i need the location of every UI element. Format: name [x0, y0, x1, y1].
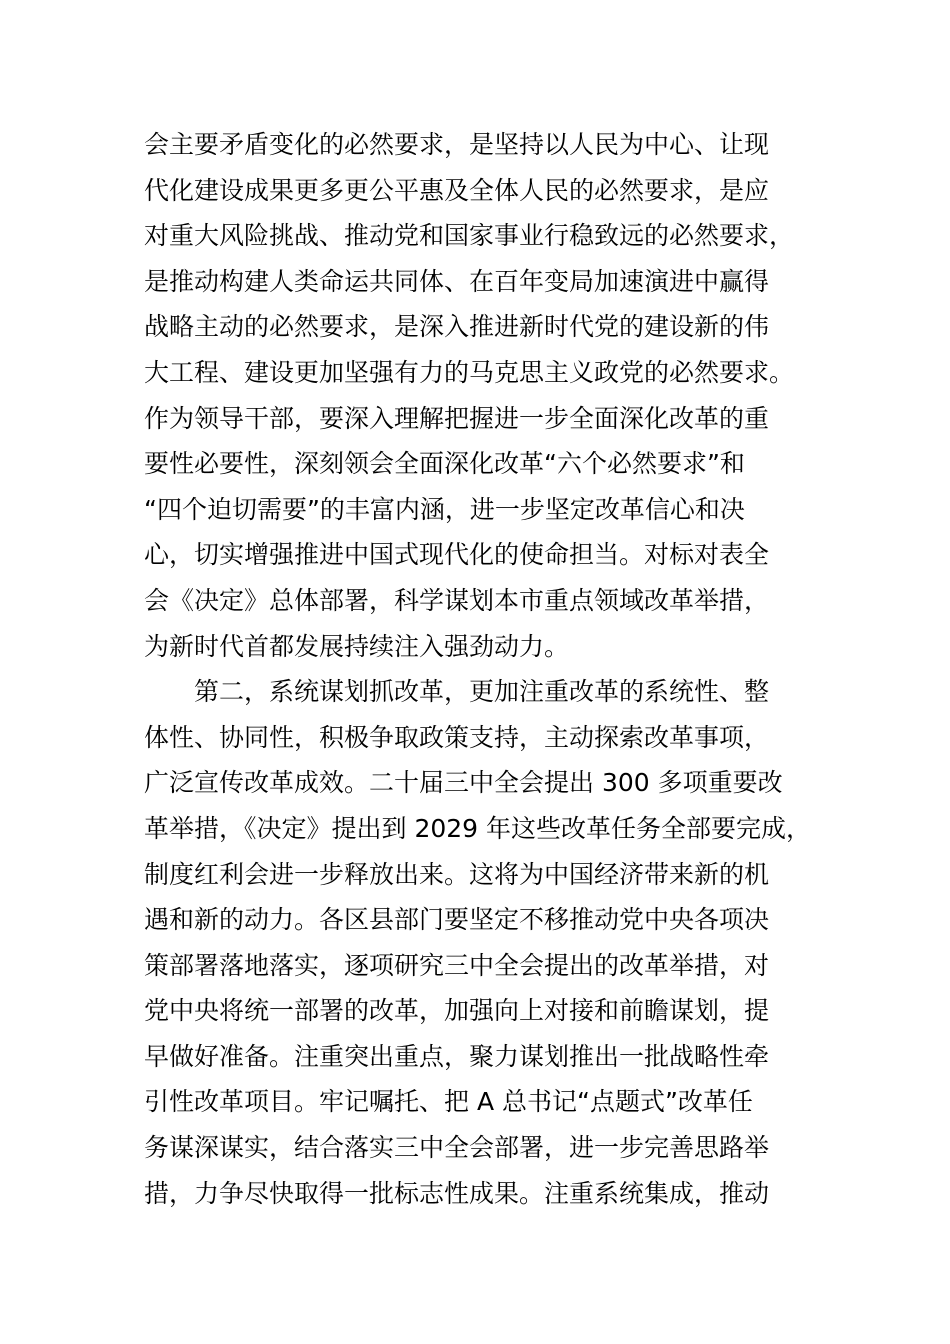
text-line: 务谋深谋实，结合落实三中全会部署，进一步完善思路举: [144, 1133, 770, 1163]
text-line: 对重大风险挑战、推动党和国家事业行稳致远的必然要求，: [144, 221, 795, 251]
text-line: 作为领导干部，要深入理解把握进一步全面深化改革的重: [144, 403, 770, 433]
text-line: 引性改革项目。牢记嘱托、把 A 总书记“点题式”改革任: [144, 1087, 753, 1117]
text-line: 体性、协同性，积极争取政策支持，主动探索改革事项，: [144, 722, 770, 752]
text-line: 制度红利会进一步释放出来。这将为中国经济带来新的机: [144, 859, 770, 889]
paragraph-start-line: 第二，系统谋划抓改革，更加注重改革的系统性、整: [144, 677, 770, 707]
text-line: 要性必要性，深刻领会全面深化改革“六个必然要求”和: [144, 449, 745, 479]
text-line: 策部署落地落实，逐项研究三中全会提出的改革举措，对: [144, 950, 770, 980]
text-line: 为新时代首都发展持续注入强劲动力。: [144, 631, 570, 661]
text-line: 遇和新的动力。各区县部门要坚定不移推动党中央各项决: [144, 905, 770, 935]
text-line: 早做好准备。注重突出重点，聚力谋划推出一批战略性牵: [144, 1041, 770, 1071]
text-line: 战略主动的必然要求，是深入推进新时代党的建设新的伟: [144, 312, 770, 342]
body-text: [144, 122, 844, 1216]
text-line: 广泛宣传改革成效。二十届三中全会提出 300 多项重要改: [144, 768, 783, 798]
text-line: “四个迫切需要”的丰富内涵，进一步坚定改革信心和决: [144, 494, 745, 524]
text-line: 措，力争尽快取得一批标志性成果。注重系统集成，推动: [144, 1178, 770, 1208]
text-line: 会主要矛盾变化的必然要求，是坚持以人民为中心、让现: [144, 130, 770, 159]
text-line: 是推动构建人类命运共同体、在百年变局加速演进中赢得: [144, 266, 770, 296]
text-line: 革举措，《决定》提出到 2029 年这些改革任务全部要完成，: [144, 813, 812, 843]
text-line: 代化建设成果更多更公平惠及全体人民的必然要求，是应: [144, 175, 770, 205]
text-line: 党中央将统一部署的改革，加强向上对接和前瞻谋划，提: [144, 996, 770, 1026]
text-line: 心，切实增强推进中国式现代化的使命担当。对标对表全: [144, 540, 770, 570]
text-line: 大工程、建设更加坚强有力的马克思主义政党的必然要求。: [144, 357, 795, 387]
text-line: 会《决定》总体部署，科学谋划本市重点领域改革举措，: [144, 585, 770, 615]
